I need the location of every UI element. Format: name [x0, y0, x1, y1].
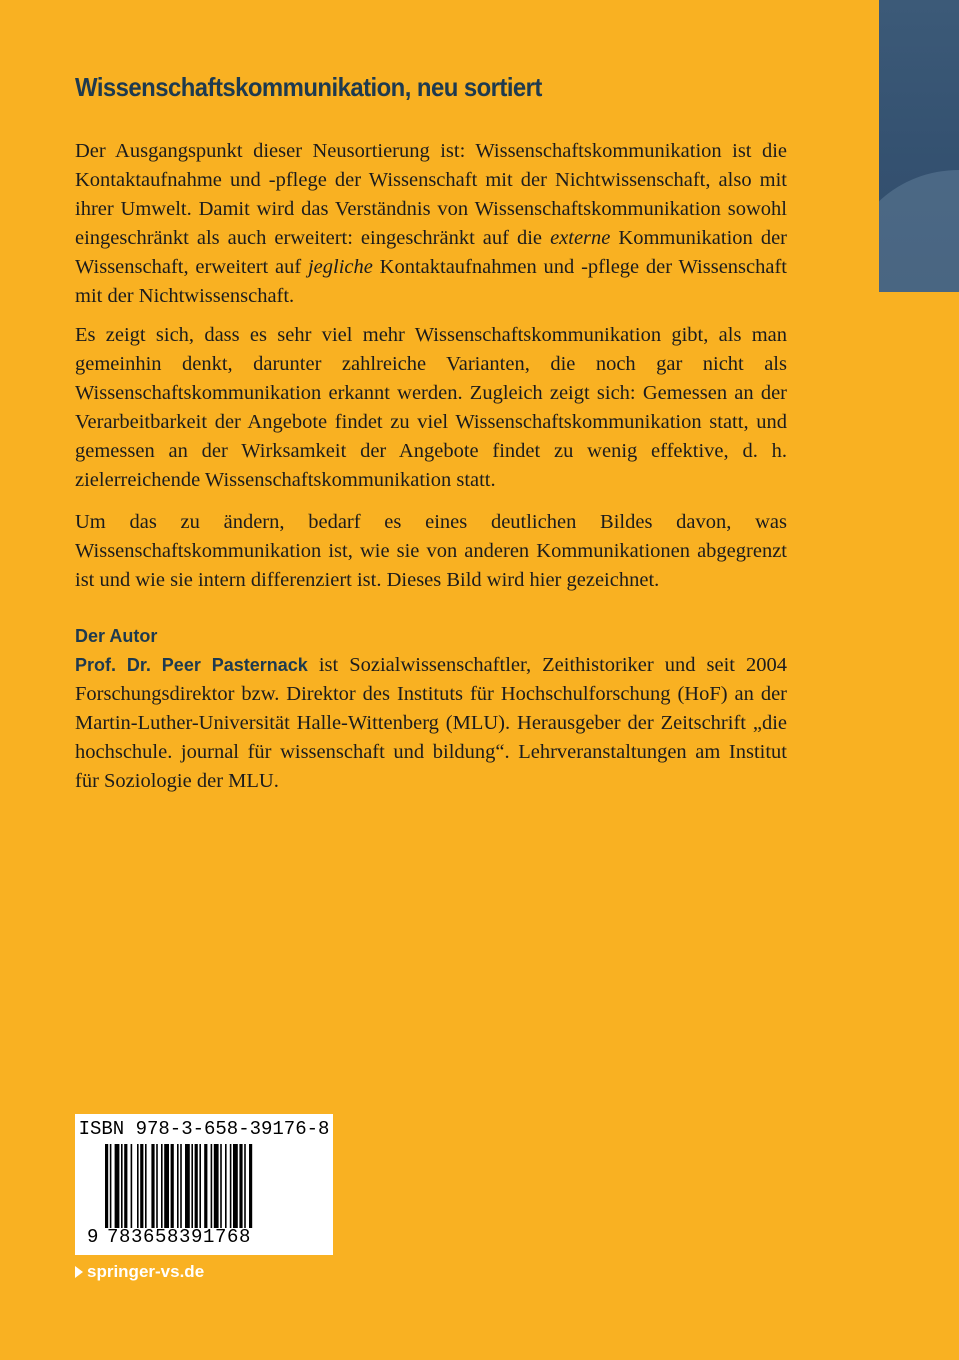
blurb-paragraph-3	[75, 508, 787, 595]
barcode-digits	[87, 1226, 327, 1248]
author-heading: Der Autor	[75, 626, 158, 646]
isbn-label: ISBN 978-3-658-39176-8	[78, 1118, 330, 1140]
publisher-website-link[interactable]	[75, 1262, 204, 1282]
corner-color-block	[879, 0, 959, 292]
blurb-paragraph-1	[75, 137, 787, 311]
arrow-right-icon	[75, 1266, 83, 1278]
barcode-icon	[105, 1144, 305, 1228]
author-bio	[75, 651, 787, 796]
emphasis-jegliche: jegliche	[307, 256, 373, 278]
barcode-digit-group: 783658391768	[107, 1226, 252, 1248]
back-cover-title: Wissenschaftskommunikation, neu sortiert	[75, 72, 542, 102]
paragraph-2-text: Es zeigt sich, dass es sehr viel mehr Wissenschaftskommunikation gibt, als man gemeinhin denkt, darunter zahlreiche Varianten, die noch gar nicht als Wissenschaftskommunikation erkannt werden. Zugleich zeigt sich: Gemessen an der Verarbeitbarkeit der Angebote findet zu viel Wissenschaftskommunikation statt, und gemessen an der Wirksamkeit der Angebote findet zu wenig effektive, d. h. zielerreichende Wissenschaftskommunikation statt.	[75, 324, 787, 491]
author-bio-text: ist Sozialwissenschaftler, Zeithistoriker und seit 2004 Forschungsdirektor bzw. Direktor des Instituts für Hochschulforschung (HoF) an der Martin-Luther-Universität Halle-Wittenberg (MLU). Herausgeber der Zeitschrift „die hochschule. journal für wissenschaft und bildung“. Lehrveranstaltungen am Institut für Soziologie der MLU.	[75, 654, 787, 792]
emphasis-externe: externe	[550, 227, 611, 249]
author-name: Prof. Dr. Peer Pasternack	[75, 655, 308, 675]
paragraph-1-text-c: Kontaktaufnahmen und -pflege der Wissenschaft mit der Nichtwissenschaft.	[75, 256, 787, 307]
paragraph-1-text-a: Der Ausgangspunkt dieser Neusortierung ist: Wissenschaftskommunikation ist die Kontaktaufnahme und -pflege der Wissenschaft mit der Nichtwissenschaft, also mit ihrer Umwelt. Damit wird das Verständnis von Wissenschaftskommunikation sowohl eingeschränkt als auch erweitert: eingeschränkt auf die	[75, 140, 787, 249]
author-section	[75, 622, 787, 796]
isbn-barcode-box	[75, 1114, 333, 1255]
barcode-first-digit: 9	[87, 1226, 99, 1248]
website-label: springer-vs.de	[87, 1262, 205, 1281]
paragraph-1-text-b: Kommunikation der Wissenschaft, erweitert auf	[75, 227, 787, 278]
paragraph-3-text: Um das zu ändern, bedarf es eines deutlichen Bildes davon, was Wissenschaftskommunikation ist, wie sie von anderen Kommunikationen abgegrenzt ist und wie sie intern differenziert ist. Dieses Bild wird hier gezeichnet.	[75, 511, 787, 591]
blurb-paragraph-2	[75, 321, 787, 495]
